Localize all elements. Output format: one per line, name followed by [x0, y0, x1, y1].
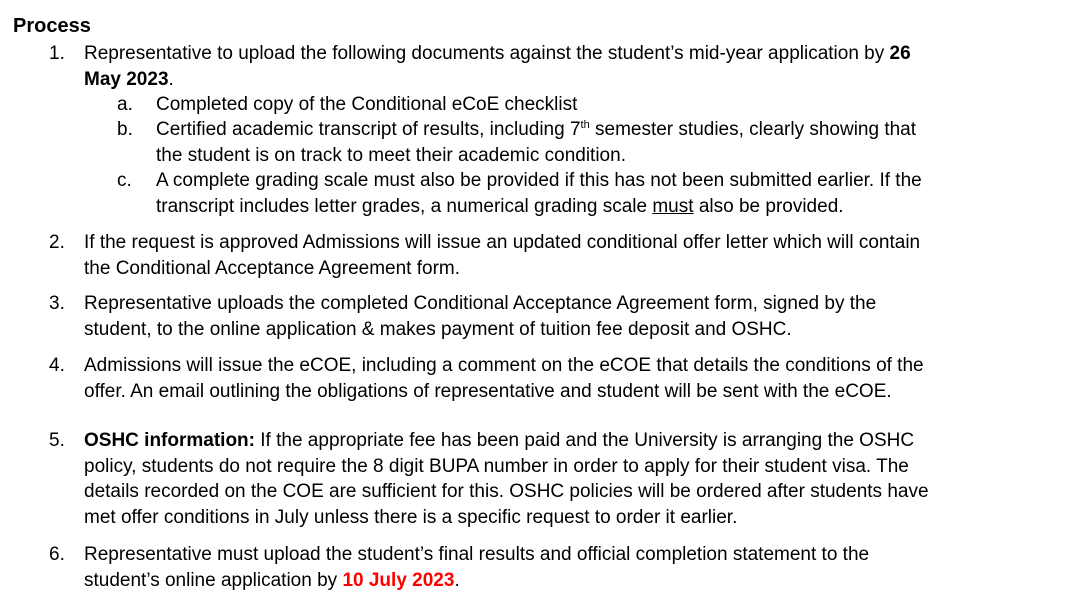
- list-item-6: [0, 542, 1081, 594]
- text-line: student, to the online application & makes payment of tuition fee deposit and OSHC.: [84, 318, 792, 340]
- list-item-text: [156, 168, 1071, 219]
- list-number: 4.: [49, 355, 65, 376]
- oshc-information-label: OSHC information:: [84, 430, 255, 451]
- text-line: Representative must upload the student’s final results and official completion statement to the: [84, 544, 870, 565]
- list-number: 5.: [49, 430, 65, 451]
- section-heading: Process: [13, 15, 91, 37]
- list-item-4: [0, 353, 1081, 405]
- text-line: transcript includes letter grades, a numerical grading scale must also be provided.: [156, 195, 844, 217]
- text-line: offer. An email outlining the obligations of representative and student will be sent with the eCOE.: [84, 380, 892, 402]
- sub-list-item-c: [0, 168, 1081, 220]
- list-item-text: Completed copy of the Conditional eCoE checklist: [156, 94, 578, 115]
- list-number: 6.: [49, 544, 65, 565]
- list-item-text: [84, 291, 1069, 342]
- text-line: May 2023.: [84, 68, 174, 90]
- text-line: Representative to upload the following documents against the student’s mid-year application by 26: [84, 43, 911, 64]
- ordinal-suffix: th: [580, 119, 590, 131]
- list-item-text: [84, 353, 1069, 404]
- underlined-emphasis: must: [652, 195, 694, 217]
- text-line: the Conditional Acceptance Agreement form.: [84, 257, 461, 279]
- list-number: 3.: [49, 293, 65, 314]
- text-line: Representative uploads the completed Conditional Acceptance Agreement form, signed by the: [84, 293, 877, 314]
- text-line: the student is on track to meet their academic condition.: [156, 144, 626, 166]
- text-line: Admissions will issue the eCOE, including a comment on the eCOE that details the conditions of the: [84, 355, 924, 376]
- list-number: 2.: [49, 232, 65, 253]
- text-line: A complete grading scale must also be provided if this has not been submitted earlier. If the: [156, 170, 922, 191]
- list-item-text: [84, 428, 1069, 530]
- sub-list-item-b: [0, 117, 1081, 169]
- text-line: student’s online application by 10 July 2023.: [84, 569, 460, 591]
- text-line: met offer conditions in July unless there is a specific request to order it earlier.: [84, 506, 738, 528]
- text-line: OSHC information: If the appropriate fee has been paid and the University is arranging the OSHC: [84, 430, 915, 451]
- list-number: 1.: [49, 43, 65, 64]
- text-line: If the request is approved Admissions will issue an updated conditional offer letter which will contain: [84, 232, 921, 253]
- deadline-date: May 2023: [84, 68, 169, 90]
- text-line: policy, students do not require the 8 digit BUPA number in order to apply for their student visa. The: [84, 455, 909, 477]
- list-item-text: [84, 542, 1069, 593]
- list-item-1: [0, 41, 1081, 93]
- text-line: details recorded on the COE are sufficient for this. OSHC policies will be ordered after students have: [84, 481, 929, 502]
- list-letter: c.: [117, 170, 132, 191]
- sub-list-item-a: [0, 92, 1081, 118]
- final-deadline-date: 10 July 2023: [342, 569, 455, 591]
- list-letter: a.: [117, 94, 133, 115]
- text-line: Certified academic transcript of results, including 7th semester studies, clearly showing that: [156, 119, 917, 140]
- deadline-date: 26: [889, 43, 911, 64]
- list-item-2: [0, 230, 1081, 282]
- list-item-3: [0, 291, 1081, 343]
- list-item-5: [0, 428, 1081, 532]
- list-item-text: [84, 41, 1069, 92]
- list-letter: b.: [117, 119, 133, 140]
- list-item-text: [84, 230, 1069, 281]
- list-item-text: [156, 117, 1071, 168]
